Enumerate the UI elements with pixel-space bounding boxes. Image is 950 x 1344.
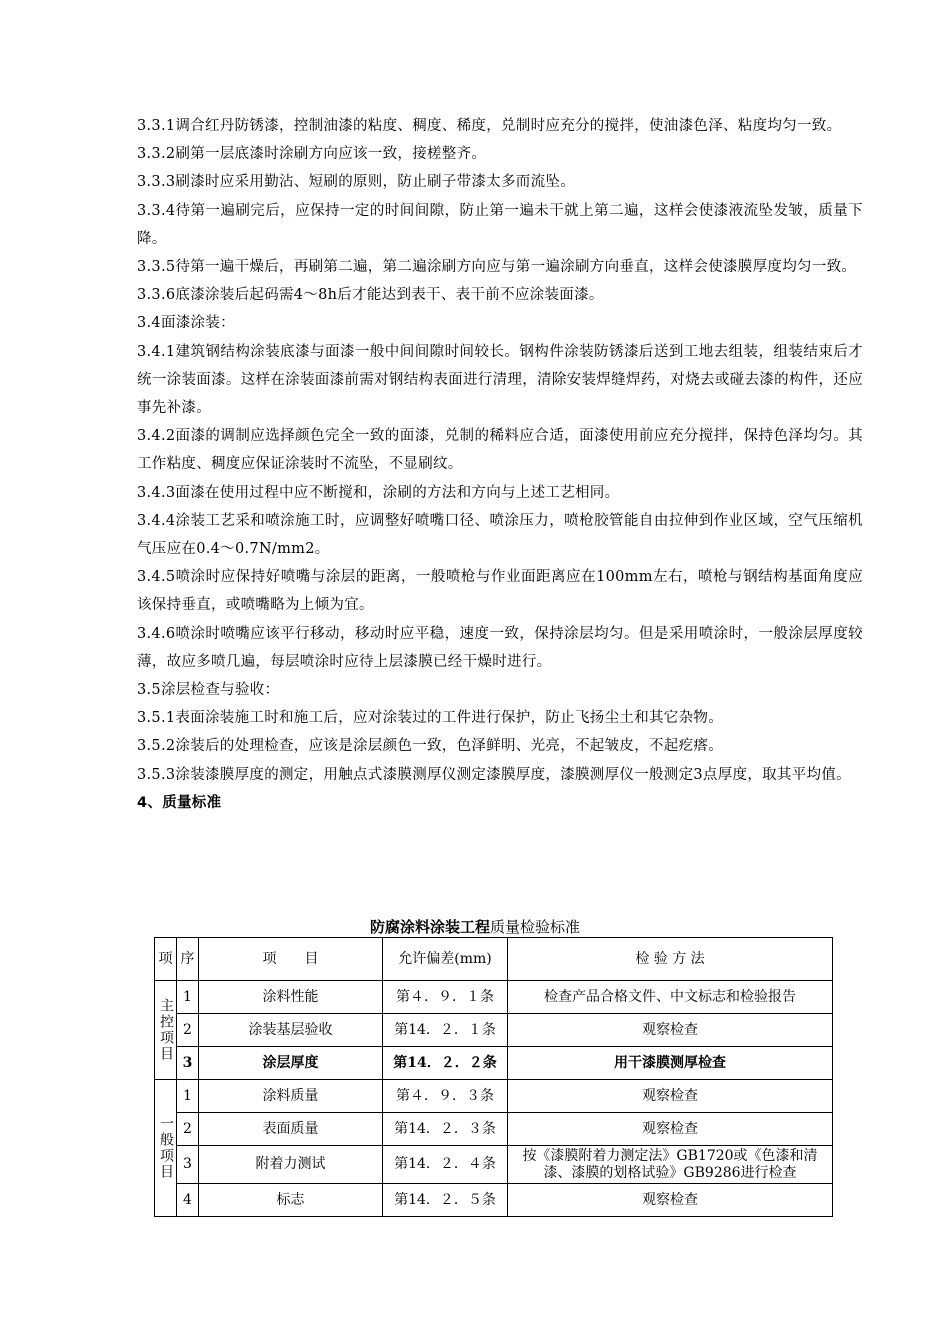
header-tolerance: 允许偏差(mm) xyxy=(383,938,508,981)
row-item: 附着力测试 xyxy=(199,1146,383,1184)
header-category: 项 xyxy=(155,938,177,981)
row-tolerance: 第14．２．４条 xyxy=(383,1146,508,1184)
row-item: 涂层厚度 xyxy=(199,1047,383,1080)
paragraph-3-5-1: 3.5.1表面涂装施工时和施工后，应对涂装过的工件进行保护，防止飞扬尘土和其它杂物。 xyxy=(137,710,723,727)
quality-inspection-table xyxy=(154,937,833,1217)
section-heading-quality-standard: 4、质量标准 xyxy=(137,794,222,811)
paragraph-3-5-3: 3.5.3涂装漆膜厚度的测定，用触点式漆膜测厚仪测定漆膜厚度，漆膜测厚仪一般测定3点厚度，取其平均值。 xyxy=(137,766,851,783)
row-number: 2 xyxy=(177,1113,199,1146)
table-row xyxy=(155,1047,833,1080)
row-method: 检查产品合格文件、中文标志和检验报告 xyxy=(508,981,833,1014)
paragraph-3-4-2: 3.4.2面漆的调制应选择颜色完全一致的面漆，兑制的稀料应合适，面漆使用前应充分搅拌，保持色泽均匀。其工作粘度、稠度应保证涂装时不流坠，不显刷纹。 xyxy=(137,428,863,473)
row-number: 4 xyxy=(177,1184,199,1217)
paragraph-3-5-2: 3.5.2涂装后的处理检查，应该是涂层颜色一致，色泽鲜明、光亮，不起皱皮，不起疙瘩。 xyxy=(137,738,723,755)
paragraph-3-4-6: 3.4.6喷涂时喷嘴应该平行移动，移动时应平稳，速度一致，保持涂层均匀。但是采用喷涂时，一般涂层厚度较薄，故应多喷几遍，每层喷涂时应待上层漆膜已经干燥时进行。 xyxy=(137,625,863,670)
row-item: 标志 xyxy=(199,1184,383,1217)
paragraph-3-4-4: 3.4.4涂装工艺采和喷涂施工时，应调整好喷嘴口径、喷涂压力，喷枪胶管能自由拉伸到作业区域，空气压缩机气压应在0.4～0.7N/mm2。 xyxy=(137,512,863,558)
paragraph-3-3-5: 3.3.5待第一遍干燥后，再刷第二遍，第二遍涂刷方向应与第一遍涂刷方向垂直，这样会使漆膜厚度均匀一致。 xyxy=(137,259,857,276)
row-tolerance: 第14．２．１条 xyxy=(383,1014,508,1047)
paragraph-3-3-2: 3.3.2刷第一层底漆时涂刷方向应该一致，接槎整齐。 xyxy=(137,146,487,163)
paragraph-3-3-6: 3.3.6底漆涂装后起码需4～8h后才能达到表干、表干前不应涂装面漆。 xyxy=(137,287,604,304)
row-method: 观察检查 xyxy=(508,1014,833,1047)
table-row xyxy=(155,1146,833,1184)
row-method: 用干漆膜测厚检查 xyxy=(508,1047,833,1080)
table-title-rest: 质量检验标准 xyxy=(490,918,581,936)
row-tolerance: 第４．９．１条 xyxy=(383,981,508,1014)
row-item: 涂料质量 xyxy=(199,1080,383,1113)
paragraph-3-4-3: 3.4.3面漆在使用过程中应不断搅和，涂刷的方法和方向与上述工艺相同。 xyxy=(137,484,620,501)
row-number: 1 xyxy=(177,1080,199,1113)
row-method: 观察检查 xyxy=(508,1113,833,1146)
category-general: 一般项目 xyxy=(155,1080,177,1217)
header-method: 检 验 方 法 xyxy=(508,938,833,981)
table-row xyxy=(155,1080,833,1113)
row-item: 涂装基层验收 xyxy=(199,1014,383,1047)
row-method: 观察检查 xyxy=(508,1080,833,1113)
row-tolerance: 第14．２．５条 xyxy=(383,1184,508,1217)
row-method: 按《漆膜附着力测定法》GB1720或《色漆和清漆、漆膜的划格试验》GB9286进行检查 xyxy=(508,1146,833,1184)
row-number: 3 xyxy=(177,1047,199,1080)
table-row xyxy=(155,1113,833,1146)
row-number: 2 xyxy=(177,1014,199,1047)
table-title-bold: 防腐涂料涂装工程 xyxy=(369,918,490,936)
document-body xyxy=(137,112,863,817)
table-header-row xyxy=(155,938,833,981)
table-row xyxy=(155,981,833,1014)
paragraph-3-4-1: 3.4.1建筑钢结构涂装底漆与面漆一般中间间隙时间较长。钢构件涂装防锈漆后送到工地去组装，组装结束后才统一涂装面漆。这样在涂装面漆前需对钢结构表面进行清理，清除安装焊缝焊药，对烧去或碰去漆的构件，还应事先补漆。 xyxy=(137,343,863,417)
paragraph-3-3-4: 3.3.4待第一遍刷完后，应保持一定的时间间隙，防止第一遍未干就上第二遍，这样会使漆液流坠发皱，质量下降。 xyxy=(137,202,863,247)
category-main-control: 主控项目 xyxy=(155,981,177,1080)
table-row xyxy=(155,1184,833,1217)
row-tolerance: 第４．９．３条 xyxy=(383,1080,508,1113)
paragraph-3-4-5: 3.4.5喷涂时应保持好喷嘴与涂层的距离，一般喷枪与作业面距离应在100mm左右，喷枪与钢结构基面角度应该保持垂直，或喷嘴略为上倾为宜。 xyxy=(137,569,863,614)
paragraph-3-3-3: 3.3.3刷漆时应采用勤沾、短刷的原则，防止刷子带漆太多而流坠。 xyxy=(137,174,575,191)
row-item: 表面质量 xyxy=(199,1113,383,1146)
table-row xyxy=(155,1014,833,1047)
row-method: 观察检查 xyxy=(508,1184,833,1217)
row-number: 3 xyxy=(177,1146,199,1184)
paragraph-3-5: 3.5涂层检查与验收： xyxy=(137,682,280,699)
paragraph-3-4: 3.4面漆涂装： xyxy=(137,315,235,332)
header-number: 序 xyxy=(177,938,199,981)
row-item: 涂料性能 xyxy=(199,981,383,1014)
paragraph-3-3-1: 3.3.1调合红丹防锈漆，控制油漆的粘度、稠度、稀度，兑制时应充分的搅拌，使油漆色泽、粘度均匀一致。 xyxy=(137,118,842,134)
row-tolerance: 第14．２．３条 xyxy=(383,1113,508,1146)
table-title xyxy=(0,916,950,937)
row-tolerance: 第14．２．２条 xyxy=(383,1047,508,1080)
row-number: 1 xyxy=(177,981,199,1014)
header-item: 项 目 xyxy=(199,938,383,981)
